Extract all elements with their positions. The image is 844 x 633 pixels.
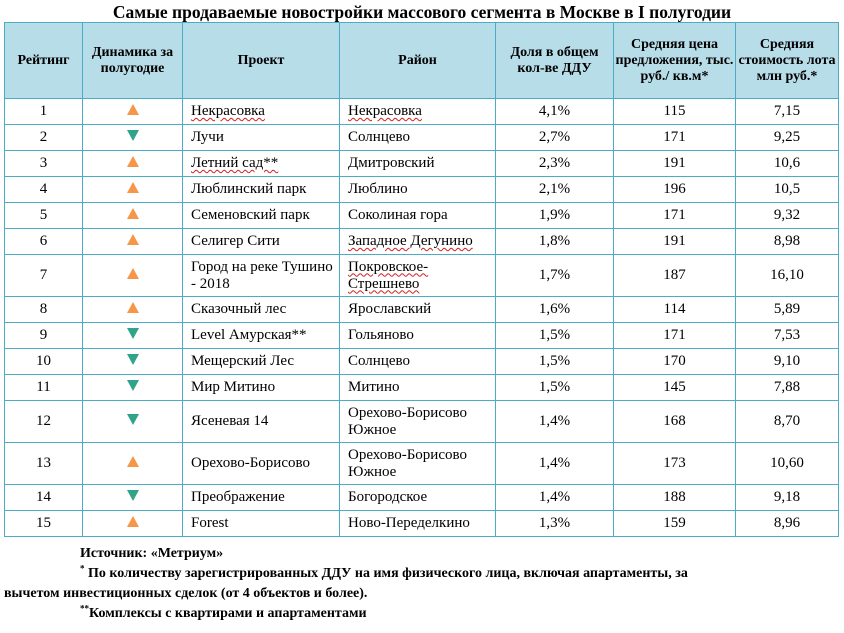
rank-cell: 9 bbox=[5, 323, 83, 349]
project-cell bbox=[183, 177, 340, 203]
project-cell bbox=[183, 151, 340, 177]
share-cell: 2,7% bbox=[496, 125, 614, 151]
triangle-down-icon bbox=[127, 354, 139, 365]
rank-cell: 5 bbox=[5, 203, 83, 229]
rank-cell: 13 bbox=[5, 443, 83, 485]
header-project: Проект bbox=[183, 23, 340, 99]
project-name: Селигер Сити bbox=[191, 233, 280, 249]
table-row bbox=[5, 401, 839, 443]
project-name: Орехово-Борисово bbox=[191, 455, 310, 471]
share-cell: 1,5% bbox=[496, 349, 614, 375]
share-cell: 1,4% bbox=[496, 485, 614, 511]
share-cell: 1,4% bbox=[496, 443, 614, 485]
footnotes bbox=[4, 544, 840, 624]
rank-cell: 10 bbox=[5, 349, 83, 375]
table-body bbox=[5, 99, 839, 537]
district-name: Соколиная гора bbox=[348, 207, 448, 223]
rank-cell: 12 bbox=[5, 401, 83, 443]
rank-cell: 11 bbox=[5, 375, 83, 401]
footnote-1 bbox=[4, 564, 840, 584]
district-cell bbox=[340, 511, 496, 537]
cost-cell: 8,96 bbox=[736, 511, 839, 537]
header-share: Доля в общем кол-ве ДДУ bbox=[496, 23, 614, 99]
cost-cell: 7,88 bbox=[736, 375, 839, 401]
ranking-table bbox=[4, 22, 839, 537]
triangle-up-icon bbox=[127, 234, 139, 245]
district-cell bbox=[340, 485, 496, 511]
share-cell: 1,4% bbox=[496, 401, 614, 443]
project-name: Мир Митино bbox=[191, 379, 276, 395]
triangle-up-icon bbox=[127, 268, 139, 279]
triangle-down-icon bbox=[127, 130, 139, 141]
table-row bbox=[5, 255, 839, 297]
footnote-2 bbox=[4, 604, 840, 624]
project-name: Level Амурская** bbox=[191, 327, 307, 343]
project-cell bbox=[183, 349, 340, 375]
project-cell bbox=[183, 255, 340, 297]
share-cell: 1,8% bbox=[496, 229, 614, 255]
district-name: Богородское bbox=[348, 489, 428, 505]
triangle-down-icon bbox=[127, 490, 139, 501]
share-cell: 1,7% bbox=[496, 255, 614, 297]
triangle-up-icon bbox=[127, 182, 139, 193]
district-name: Гольяново bbox=[348, 327, 414, 343]
cost-cell: 5,89 bbox=[736, 297, 839, 323]
project-cell bbox=[183, 125, 340, 151]
dynamics-cell bbox=[83, 151, 183, 177]
price-cell: 168 bbox=[614, 401, 736, 443]
table-row bbox=[5, 511, 839, 537]
table-row bbox=[5, 485, 839, 511]
table-row bbox=[5, 125, 839, 151]
project-cell bbox=[183, 99, 340, 125]
dynamics-cell bbox=[83, 229, 183, 255]
district-cell bbox=[340, 375, 496, 401]
cost-cell: 16,10 bbox=[736, 255, 839, 297]
rank-cell: 8 bbox=[5, 297, 83, 323]
project-name: Город на реке Тушино - 2018 bbox=[191, 258, 333, 292]
price-cell: 171 bbox=[614, 323, 736, 349]
dynamics-cell bbox=[83, 349, 183, 375]
project-cell bbox=[183, 375, 340, 401]
cost-cell: 9,25 bbox=[736, 125, 839, 151]
share-cell: 1,5% bbox=[496, 323, 614, 349]
table-header-row bbox=[5, 23, 839, 99]
triangle-down-icon bbox=[127, 328, 139, 339]
district-name: Солнцево bbox=[348, 353, 410, 369]
table-row bbox=[5, 177, 839, 203]
cost-cell: 7,53 bbox=[736, 323, 839, 349]
price-cell: 173 bbox=[614, 443, 736, 485]
cost-cell: 9,10 bbox=[736, 349, 839, 375]
share-cell: 1,3% bbox=[496, 511, 614, 537]
price-cell: 171 bbox=[614, 125, 736, 151]
rank-cell: 6 bbox=[5, 229, 83, 255]
header-dynamics: Динамика за полугодие bbox=[83, 23, 183, 99]
district-name: Люблино bbox=[348, 181, 408, 197]
dynamics-cell bbox=[83, 177, 183, 203]
price-cell: 191 bbox=[614, 151, 736, 177]
price-cell: 191 bbox=[614, 229, 736, 255]
cost-cell: 9,32 bbox=[736, 203, 839, 229]
dynamics-cell bbox=[83, 443, 183, 485]
rank-cell: 1 bbox=[5, 99, 83, 125]
price-cell: 196 bbox=[614, 177, 736, 203]
rank-cell: 14 bbox=[5, 485, 83, 511]
project-cell bbox=[183, 401, 340, 443]
dynamics-cell bbox=[83, 125, 183, 151]
district-name: Орехово-Борисово Южное bbox=[348, 446, 467, 480]
table-row bbox=[5, 375, 839, 401]
district-name: Солнцево bbox=[348, 129, 410, 145]
district-cell bbox=[340, 323, 496, 349]
dynamics-cell bbox=[83, 99, 183, 125]
table-row bbox=[5, 443, 839, 485]
district-name: Дмитровский bbox=[348, 155, 435, 171]
footnote-2-text: Комплексы с квартирами и апартаментами bbox=[89, 606, 367, 621]
district-cell bbox=[340, 125, 496, 151]
project-cell bbox=[183, 485, 340, 511]
footnote-1-text: По количеству зарегистрированных ДДУ на имя физического лица, включая апартаменты, за bbox=[88, 566, 688, 581]
dynamics-cell bbox=[83, 401, 183, 443]
district-name: Ярославский bbox=[348, 301, 432, 317]
price-cell: 115 bbox=[614, 99, 736, 125]
triangle-up-icon bbox=[127, 104, 139, 115]
cost-cell: 10,6 bbox=[736, 151, 839, 177]
project-name: Forest bbox=[191, 515, 229, 531]
price-cell: 171 bbox=[614, 203, 736, 229]
district-cell bbox=[340, 99, 496, 125]
project-name: Мещерский Лес bbox=[191, 353, 295, 369]
project-cell bbox=[183, 297, 340, 323]
share-cell: 1,6% bbox=[496, 297, 614, 323]
district-cell bbox=[340, 401, 496, 443]
district-cell bbox=[340, 151, 496, 177]
cost-cell: 10,5 bbox=[736, 177, 839, 203]
district-cell bbox=[340, 229, 496, 255]
cost-cell: 9,18 bbox=[736, 485, 839, 511]
table-row bbox=[5, 229, 839, 255]
cost-cell: 8,70 bbox=[736, 401, 839, 443]
triangle-up-icon bbox=[127, 516, 139, 527]
triangle-up-icon bbox=[127, 302, 139, 313]
dynamics-cell bbox=[83, 485, 183, 511]
dynamics-cell bbox=[83, 511, 183, 537]
project-name: Преображение bbox=[191, 489, 285, 505]
project-name: Лучи bbox=[191, 129, 224, 145]
district-cell bbox=[340, 349, 496, 375]
price-cell: 188 bbox=[614, 485, 736, 511]
project-name: Люблинский парк bbox=[191, 181, 307, 197]
table-row bbox=[5, 99, 839, 125]
footnote-1-mark: * bbox=[80, 563, 85, 574]
dynamics-cell bbox=[83, 323, 183, 349]
share-cell: 1,9% bbox=[496, 203, 614, 229]
price-cell: 114 bbox=[614, 297, 736, 323]
district-cell bbox=[340, 203, 496, 229]
table-row bbox=[5, 297, 839, 323]
footnote-1-continued: вычетом инвестиционных сделок (от 4 объектов и более). bbox=[4, 586, 368, 601]
district-name: Некрасовка bbox=[348, 103, 422, 119]
project-name: Летний сад** bbox=[191, 155, 279, 171]
rank-cell: 2 bbox=[5, 125, 83, 151]
table-row bbox=[5, 151, 839, 177]
footnote-2-mark: ** bbox=[80, 603, 89, 614]
price-cell: 159 bbox=[614, 511, 736, 537]
share-cell: 4,1% bbox=[496, 99, 614, 125]
triangle-up-icon bbox=[127, 156, 139, 167]
dynamics-cell bbox=[83, 297, 183, 323]
price-cell: 145 bbox=[614, 375, 736, 401]
table-row bbox=[5, 323, 839, 349]
project-cell bbox=[183, 511, 340, 537]
source-note: Источник: «Метриум» bbox=[80, 546, 224, 561]
triangle-down-icon bbox=[127, 380, 139, 391]
district-name: Западное Дегунино bbox=[348, 233, 473, 249]
rank-cell: 4 bbox=[5, 177, 83, 203]
cost-cell: 8,98 bbox=[736, 229, 839, 255]
cost-cell: 10,60 bbox=[736, 443, 839, 485]
district-name: Ново-Переделкино bbox=[348, 515, 470, 531]
rank-cell: 15 bbox=[5, 511, 83, 537]
project-cell bbox=[183, 443, 340, 485]
district-cell bbox=[340, 177, 496, 203]
header-district: Район bbox=[340, 23, 496, 99]
district-name: Митино bbox=[348, 379, 400, 395]
triangle-up-icon bbox=[127, 208, 139, 219]
triangle-down-icon bbox=[127, 414, 139, 425]
price-cell: 187 bbox=[614, 255, 736, 297]
page-title: Самые продаваемые новостройки массового сегмента в Москве в I полугодии bbox=[112, 2, 732, 22]
project-name: Семеновский парк bbox=[191, 207, 310, 223]
dynamics-cell bbox=[83, 203, 183, 229]
district-cell bbox=[340, 255, 496, 297]
project-cell bbox=[183, 323, 340, 349]
share-cell: 1,5% bbox=[496, 375, 614, 401]
table-row bbox=[5, 203, 839, 229]
dynamics-cell bbox=[83, 255, 183, 297]
project-name: Сказочный лес bbox=[191, 301, 287, 317]
district-name: Орехово-Борисово Южное bbox=[348, 404, 467, 438]
header-cost: Средняя стоимость лота млн руб.* bbox=[736, 23, 839, 99]
table-row bbox=[5, 349, 839, 375]
project-name: Ясеневая 14 bbox=[191, 413, 269, 429]
triangle-up-icon bbox=[127, 456, 139, 467]
header-rank: Рейтинг bbox=[5, 23, 83, 99]
share-cell: 2,3% bbox=[496, 151, 614, 177]
rank-cell: 3 bbox=[5, 151, 83, 177]
price-cell: 170 bbox=[614, 349, 736, 375]
project-cell bbox=[183, 203, 340, 229]
district-cell bbox=[340, 443, 496, 485]
district-cell bbox=[340, 297, 496, 323]
header-price: Средняя цена предложения, тыс. руб./ кв.м* bbox=[614, 23, 736, 99]
rank-cell: 7 bbox=[5, 255, 83, 297]
district-name: Покровское-Стрешнево bbox=[348, 258, 429, 292]
dynamics-cell bbox=[83, 375, 183, 401]
project-name: Некрасовка bbox=[191, 103, 265, 119]
share-cell: 2,1% bbox=[496, 177, 614, 203]
cost-cell: 7,15 bbox=[736, 99, 839, 125]
project-cell bbox=[183, 229, 340, 255]
